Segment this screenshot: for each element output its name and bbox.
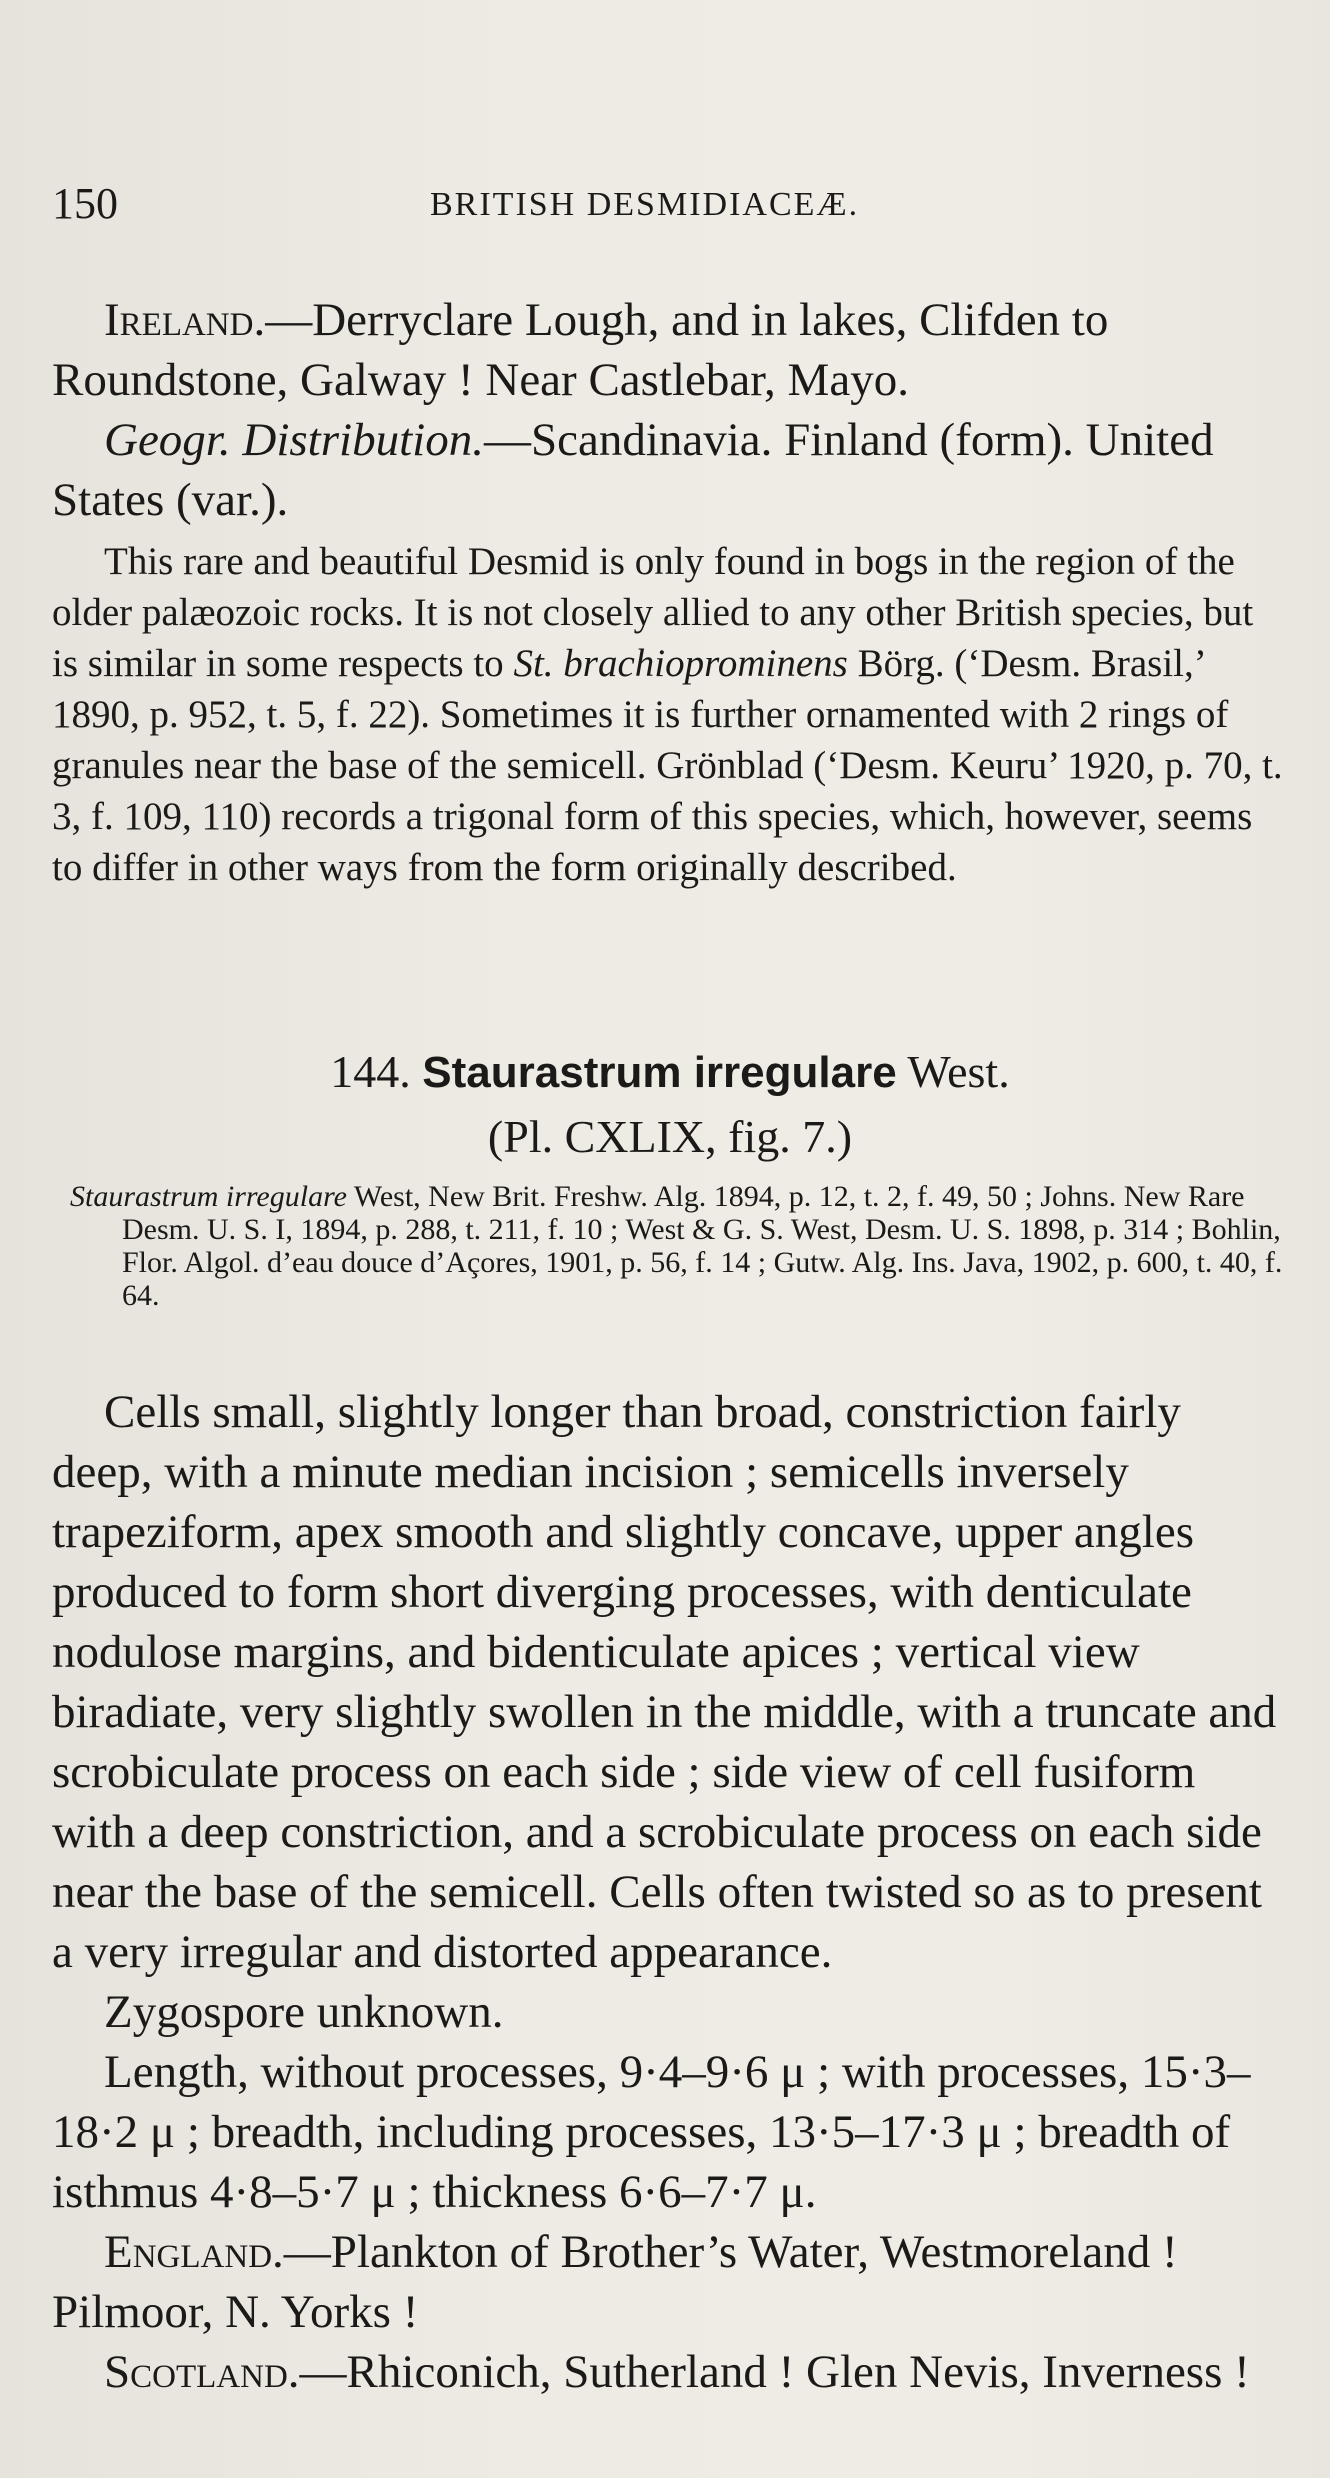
- species-name: Staurastrum irregulare: [422, 1048, 897, 1097]
- note-before: This rare and beautiful Desmid is only found in bogs in the region of the older palæozoic rocks. It is not closely allied to any other British species, but is similar in some respects to: [52, 540, 1254, 685]
- species-references: [52, 1180, 1288, 1312]
- running-title: BRITISH DESMIDIACEÆ.: [430, 186, 860, 223]
- england-locality: [52, 2222, 1288, 2342]
- note-after: Börg. (‘Desm. Brasil,’ 1890, p. 952, t. 5, f. 22). Sometimes it is further ornamented with 2 rings of granules near the base of the semicell. Grönblad (‘Desm. Keuru’ 1920, p. 70, t. 3, f. 109, 110) records a trigonal form of this species, which, however, seems to differ in other ways from the form originally described.: [52, 642, 1283, 889]
- zygospore-note: Zygospore unknown.: [104, 1986, 504, 2038]
- measurements: Length, without processes, 9·4–9·6 μ ; with processes, 15·3–18·2 μ ; breadth, including processes, 13·5–17·3 μ ; breadth of isthmus 4·8–5·7 μ ; thickness 6·6–7·7 μ.: [52, 2046, 1251, 2218]
- england-label: England.: [104, 2226, 284, 2278]
- note-species: St. brachioprominens: [513, 642, 848, 685]
- geo-label: Geogr. Distribution.: [104, 414, 484, 466]
- england-text: —Plankton of Brother’s Water, Westmoreland ! Pilmoor, N. Yorks !: [52, 2226, 1178, 2338]
- previous-species-locality: [52, 290, 1288, 530]
- scotland-label: Scotland.: [104, 2346, 300, 2398]
- scotland-locality: [52, 2342, 1288, 2402]
- previous-species-note: [52, 536, 1288, 893]
- plate-reference: (Pl. CXLIX, fig. 7.): [487, 1111, 853, 1162]
- geographic-distribution: [52, 410, 1288, 530]
- ireland-text: —Derryclare Lough, and in lakes, Clifden to Roundstone, Galway ! Near Castlebar, Mayo.: [52, 294, 1109, 406]
- species-author: West.: [907, 1046, 1010, 1097]
- reference-text: West, New Brit. Freshw. Alg. 1894, p. 12, t. 2, f. 49, 50 ; Johns. New Rare Desm. U. S. I, 1894, p. 288, t. 211, f. 10 ; West & G. S. West, Desm. U. S. 1898, p. 314 ; Bohlin, Flor. Algol. d’eau douce d’Açores, 1901, p. 56, f. 14 ; Gutw. Alg. Ins. Java, 1902, p. 600, t. 40, f. 64.: [122, 1180, 1283, 1312]
- scotland-text: —Rhiconich, Sutherland ! Glen Nevis, Inverness !: [299, 2346, 1250, 2398]
- ireland-label: Ireland.: [104, 294, 266, 346]
- reference-paragraph: [52, 1180, 1288, 1312]
- species-description: Cells small, slightly longer than broad, constriction fairly deep, with a minute median incision ; semicells inversely trapeziform, apex smooth and slightly concave, upper angles produced to form short diverging processes, with denticulate nodulose margins, and bidenticulate apices ; vertical view biradiate, very slightly swollen in the middle, with a truncate and scrobiculate process on each side ; side view of cell fusiform with a deep constriction, and a scrobiculate process on each side near the base of the semicell. Cells often twisted so as to present a very irregular and distorted appearance.: [52, 1386, 1277, 1978]
- geo-text: —Scandinavia. Finland (form). United States (var.).: [52, 414, 1214, 526]
- page-number: 150: [52, 179, 118, 228]
- note-paragraph: [52, 536, 1288, 893]
- species-number: 144.: [330, 1046, 411, 1097]
- species-heading: [52, 1043, 1288, 1102]
- ireland-paragraph: [52, 290, 1288, 410]
- reference-name: Staurastrum irregulare: [70, 1180, 347, 1213]
- page-header: [52, 178, 1282, 238]
- species-body: [52, 1382, 1288, 2402]
